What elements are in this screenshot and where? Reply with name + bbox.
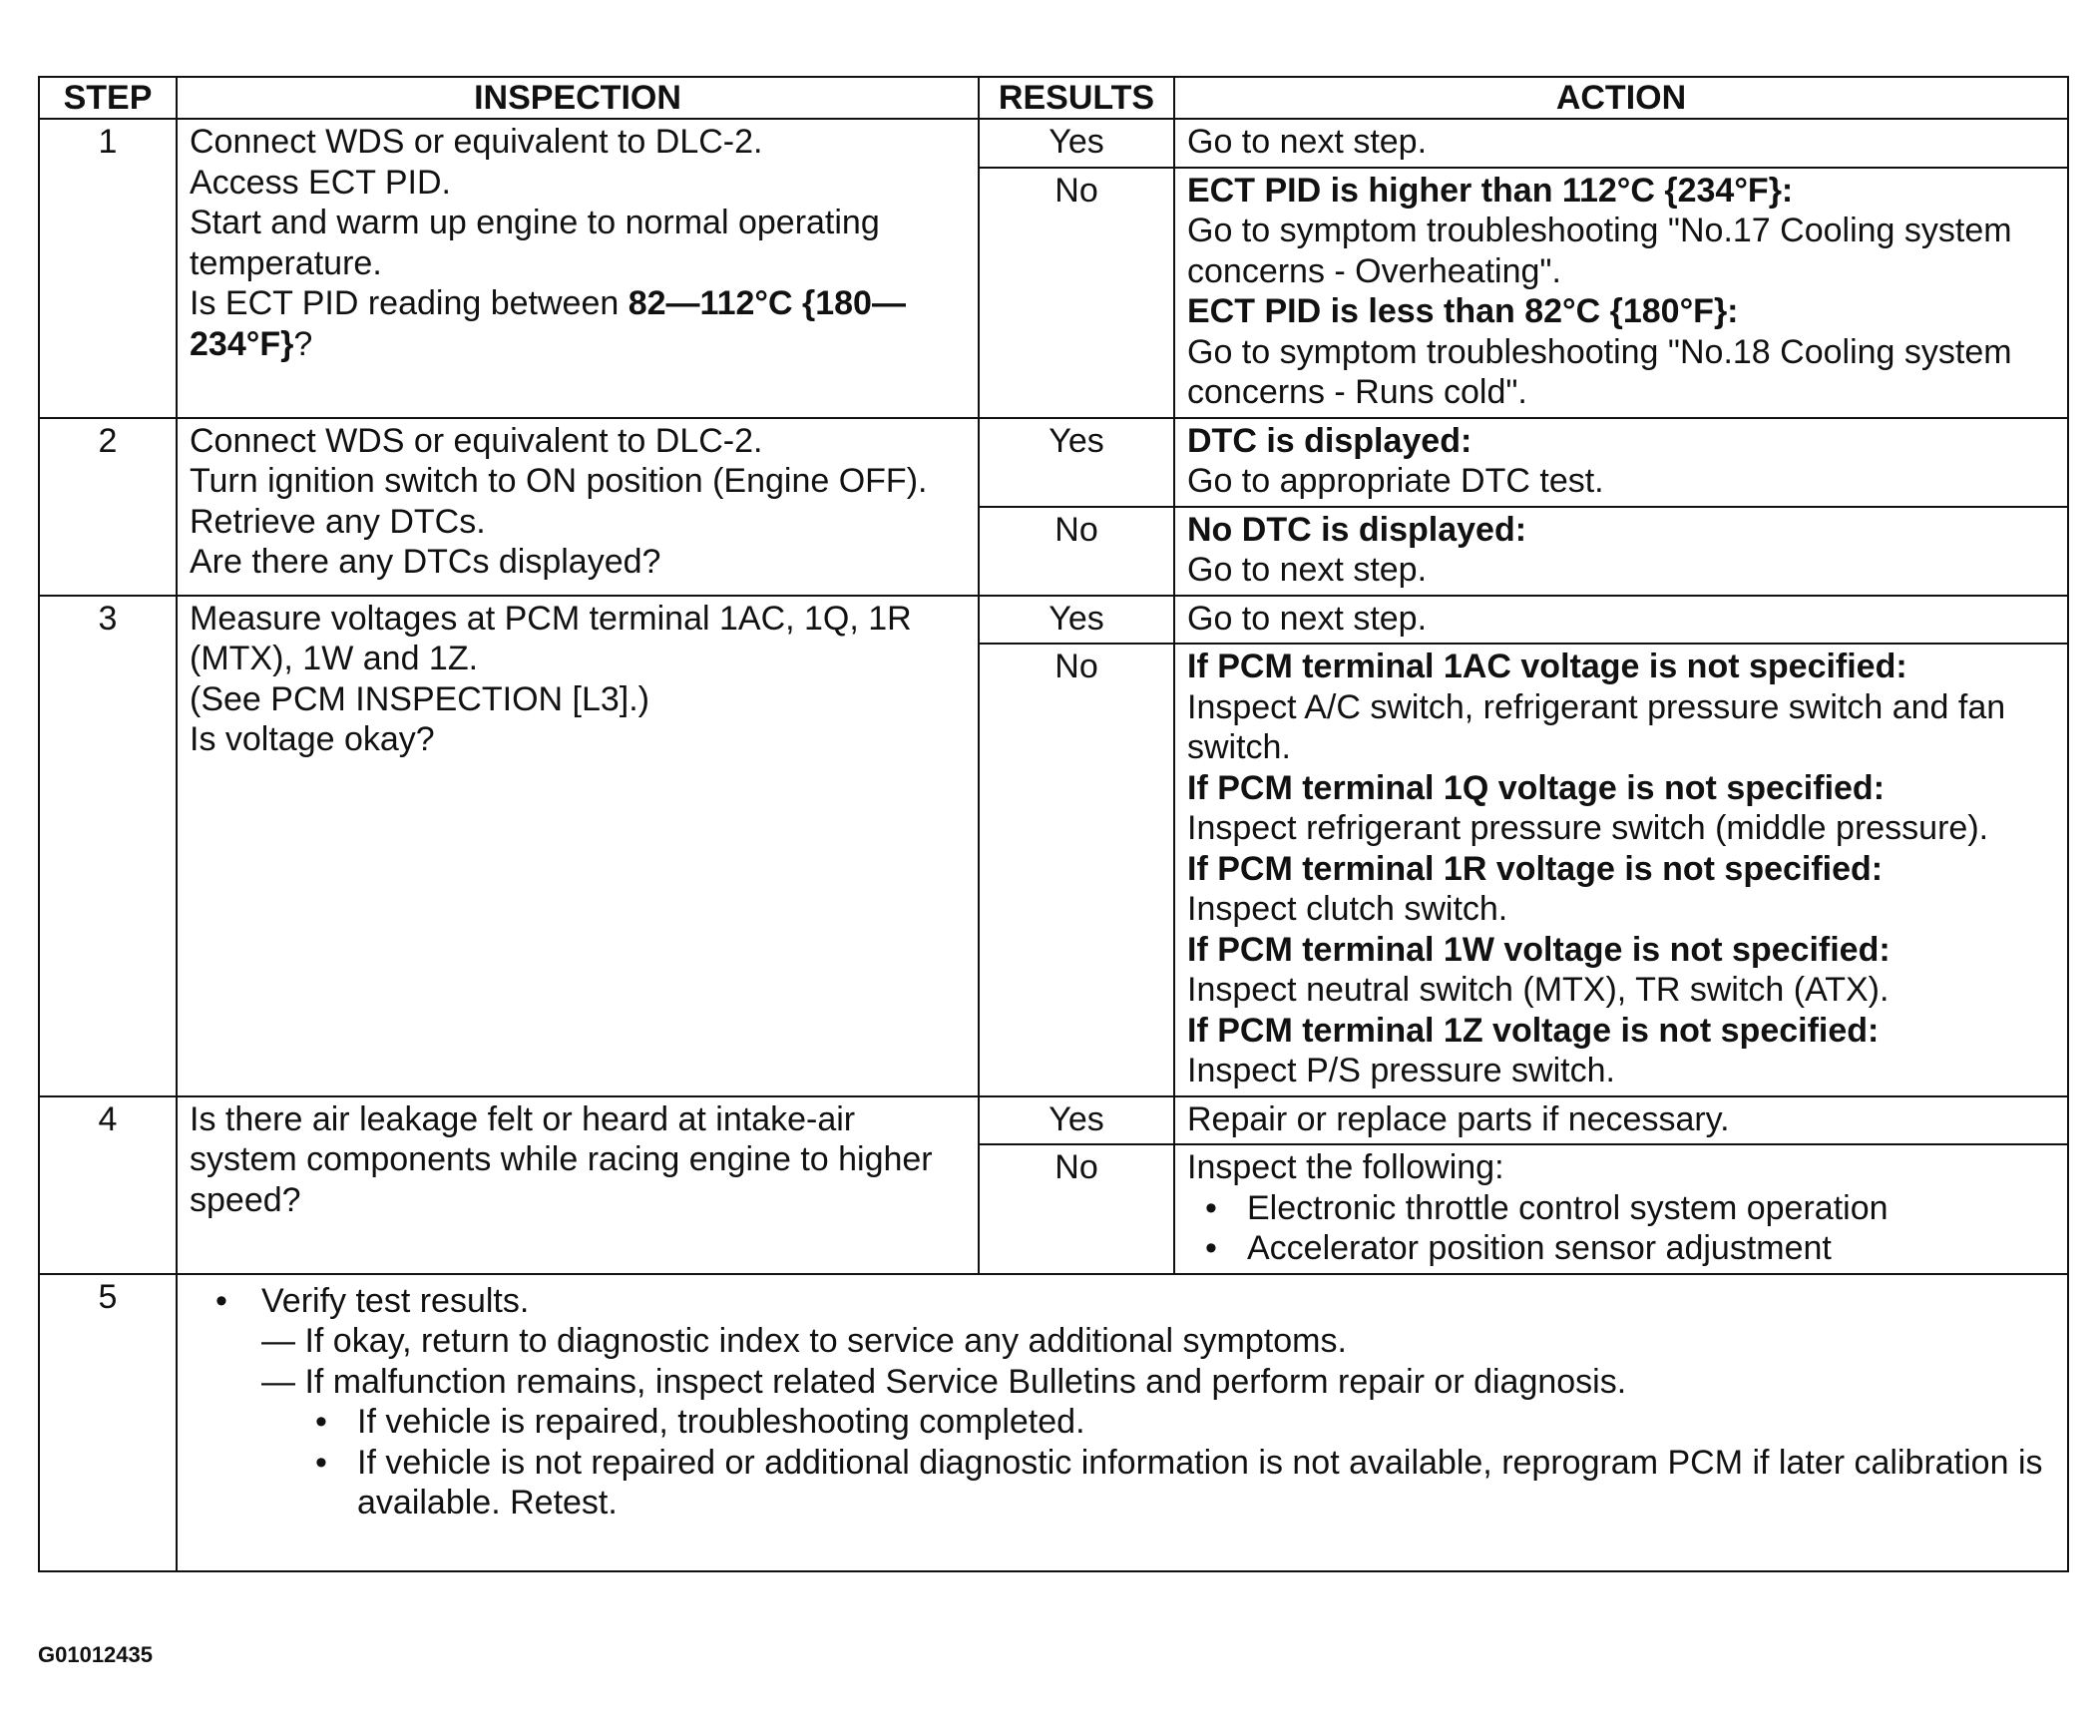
action-condition: If PCM terminal 1R voltage is not specified: [1187,849,1884,888]
result-yes: Yes [979,418,1174,507]
inspection-spec: 82—112°C {180—234°F} [190,284,906,363]
inspection-line: Is there air leakage felt or heard at intake-air system components while racing engine to higher speed? [190,1099,943,1219]
inspection-line: Access ECT PID. [190,163,451,202]
action-bullet-list [1187,1188,2055,1269]
figure-code: G01012435 [38,1642,153,1667]
action-condition: If PCM terminal 1AC voltage is not specified: [1187,648,1907,685]
action-text: Inspect the following: [1187,1148,1504,1186]
list-item: • If vehicle is not repaired or additional diagnostic information is not available, reprogram PCM if later calibration is available. Retest. [192,1443,2053,1523]
step-3-yes-row [39,596,2068,645]
action-condition: If PCM terminal 1W voltage is not specified: [1187,930,1890,969]
step-inspection [177,596,979,1096]
list-item: • Electronic throttle control system operation [1187,1188,2055,1229]
action-condition: No DTC is displayed: [1187,510,1527,549]
action-yes: Repair or replace parts if necessary. [1174,1096,2068,1145]
step-number: 5 [39,1274,177,1571]
action-no [1174,168,2068,418]
inspection-text: Is ECT PID reading between [190,284,629,322]
diagnostic-table [38,76,2069,1572]
step-number: 3 [39,596,177,1096]
inspection-line: Measure voltages at PCM terminal 1AC, 1Q, 1R (MTX), 1W and 1Z. [190,599,922,677]
action-text: Inspect clutch switch. [1187,890,1508,928]
inspection-line: Is voltage okay? [190,720,435,758]
result-yes: Yes [979,1096,1174,1145]
inspection-text: ? [293,324,313,363]
action-text: Go to symptom troubleshooting "No.18 Cooling system concerns - Runs cold". [1187,332,2022,411]
result-yes: Yes [979,596,1174,645]
step-number: 4 [39,1096,177,1274]
action-no [1174,1144,2068,1274]
action-text: Inspect A/C switch, refrigerant pressure switch and fan switch. [1187,687,2015,766]
step-number: 2 [39,418,177,596]
list-item: • Verify test results. [192,1281,2053,1322]
result-yes: Yes [979,119,1174,168]
action-text: Inspect refrigerant pressure switch (middle pressure). [1187,809,1989,847]
action-condition: If PCM terminal 1Z voltage is not specified: [1187,1011,1880,1050]
list-item: • If vehicle is repaired, troubleshooting completed. [192,1402,2053,1443]
step-verification [177,1274,2068,1571]
inspection-line: (See PCM INSPECTION [L3].) [190,679,649,718]
result-no: No [979,507,1174,596]
dash-item: — If okay, return to diagnostic index to service any additional symptoms. [261,1322,1347,1360]
header-inspection: INSPECTION [177,77,979,119]
action-condition: DTC is displayed: [1187,421,1472,460]
action-yes: Go to next step. [1174,596,2068,645]
action-yes: Go to next step. [1174,119,2068,168]
action-text: Go to appropriate DTC test. [1187,462,1604,500]
list-item: • Accelerator position sensor adjustment [1187,1228,2055,1269]
header-results: RESULTS [979,77,1174,119]
inspection-line [190,283,966,364]
result-no: No [979,1144,1174,1274]
inspection-line: Connect WDS or equivalent to DLC-2. [190,421,763,460]
header-step: STEP [39,77,177,119]
action-no [1174,507,2068,596]
action-no [1174,644,2068,1096]
header-row [39,77,2068,119]
action-condition: If PCM terminal 1Q voltage is not specified: [1187,768,1886,807]
inspection-line: Turn ignition switch to ON position (Engine OFF). [190,462,928,500]
step-inspection [177,1096,979,1274]
dash-item: — If malfunction remains, inspect related Service Bulletins and perform repair or diagnosis. [261,1362,1627,1401]
step-1-yes-row [39,119,2068,168]
action-condition: ECT PID is less than 82°C {180°F}: [1187,292,1739,330]
action-text: Go to next step. [1187,551,1428,589]
step-4-yes-row [39,1096,2068,1145]
action-condition: ECT PID is higher than 112°C {234°F}: [1187,171,1794,210]
action-yes [1174,418,2068,507]
step-2-yes-row [39,418,2068,507]
step-5-row [39,1274,2068,1571]
header-action: ACTION [1174,77,2068,119]
action-text: Inspect neutral switch (MTX), TR switch (ATX). [1187,971,1890,1009]
inspection-line: Retrieve any DTCs. [190,502,486,541]
step-inspection [177,119,979,418]
step-number: 1 [39,119,177,418]
inspection-line: Connect WDS or equivalent to DLC-2. [190,123,763,161]
result-no: No [979,644,1174,1096]
step-inspection [177,418,979,596]
inspection-line: Start and warm up engine to normal operating temperature. [190,204,890,282]
action-text: Inspect P/S pressure switch. [1187,1052,1615,1089]
result-no: No [979,168,1174,418]
inspection-line: Are there any DTCs displayed? [190,543,661,581]
action-text: Go to symptom troubleshooting "No.17 Cooling system concerns - Overheating". [1187,212,2022,290]
